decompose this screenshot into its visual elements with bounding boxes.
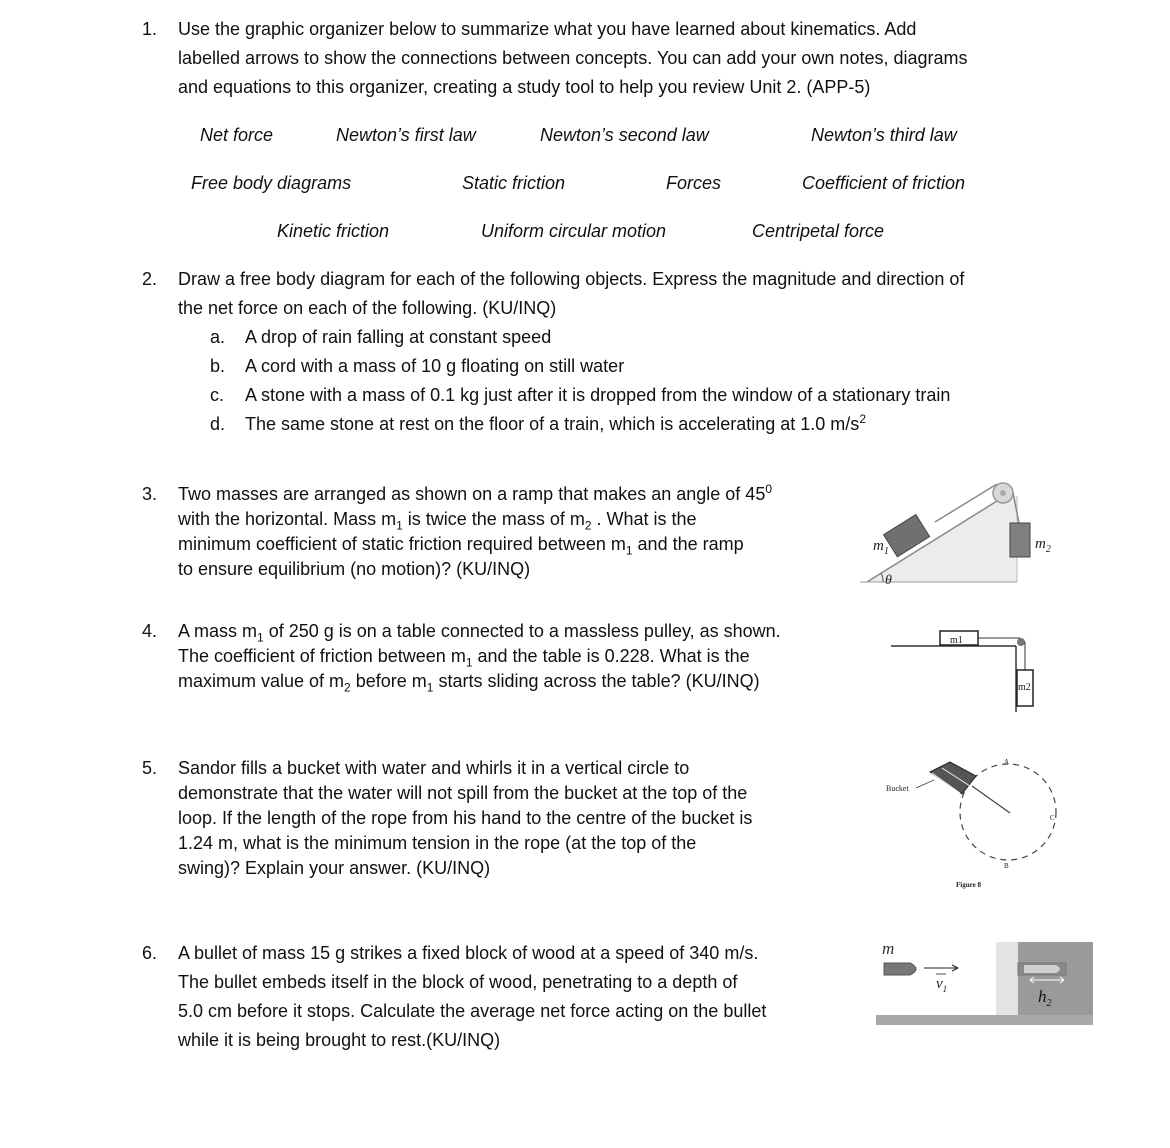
text-line: 1.24 m, what is the minimum tension in the rope (at the top of the bbox=[178, 833, 697, 853]
organizer-term: Coefficient of friction bbox=[802, 173, 966, 193]
figure-caption: Figure 8 bbox=[956, 881, 981, 889]
text-line: A bullet of mass 15 g strikes a fixed block of wood at a speed of 340 m/s. bbox=[178, 943, 759, 963]
question-text bbox=[178, 15, 968, 102]
pulley-axle bbox=[1000, 490, 1006, 496]
text-line: Draw a free body diagram for each of the following objects. Express the magnitude and direction of bbox=[178, 269, 965, 289]
organizer-term: Newton’s first law bbox=[336, 125, 476, 145]
pulley bbox=[1017, 638, 1025, 646]
text-line: loop. If the length of the rope from his hand to the centre of the bucket is bbox=[178, 808, 753, 828]
label-m2: $m_2$ bbox=[1035, 536, 1051, 555]
text-line: 5.0 cm before it stops. Calculate the average net force acting on the bullet bbox=[178, 1001, 767, 1021]
block-m2 bbox=[1010, 523, 1030, 557]
text-line: The bullet embeds itself in the block of wood, penetrating to a depth of bbox=[178, 972, 738, 992]
bullet-block-figure bbox=[872, 938, 1097, 1028]
label-c: C bbox=[1050, 814, 1055, 822]
embedded-bullet bbox=[1024, 965, 1060, 973]
text-line: demonstrate that the water will not spill from the bucket at the top of the bbox=[178, 783, 748, 803]
question-number: 3. bbox=[142, 484, 158, 504]
question-number: 1. bbox=[142, 19, 158, 39]
label-bucket: Bucket bbox=[886, 784, 909, 793]
question-number: 2. bbox=[142, 269, 158, 289]
question-text bbox=[178, 939, 766, 1055]
organizer-term: Forces bbox=[666, 173, 722, 193]
text-line: the net force on each of the following. (KU/INQ) bbox=[178, 298, 557, 318]
organizer-term: Newton’s third law bbox=[811, 125, 957, 145]
text-line: A mass $m_1$ of 250 g is on a table connected to a massless pulley, as shown. bbox=[178, 621, 781, 645]
text-line: to ensure equilibrium (no motion)? (KU/INQ) bbox=[178, 559, 531, 579]
question-text bbox=[178, 265, 964, 323]
ramp-pulley-figure bbox=[855, 478, 1065, 590]
organizer-term: Centripetal force bbox=[752, 221, 885, 241]
question-number: 5. bbox=[142, 758, 158, 778]
question-text bbox=[178, 482, 772, 582]
bucket-icon bbox=[930, 762, 976, 794]
organizer-term: Newton’s second law bbox=[540, 125, 709, 145]
label-m1: m1 bbox=[950, 635, 963, 646]
organizer-term: Net force bbox=[200, 125, 274, 145]
organizer-term: Kinetic friction bbox=[277, 221, 390, 241]
text-line: swing)? Explain your answer. (KU/INQ) bbox=[178, 858, 491, 878]
text-line: with the horizontal. Mass $m_1$ is twice the mass of $m_2$ . What is the bbox=[178, 509, 697, 533]
question-number: 6. bbox=[142, 943, 158, 963]
question-text bbox=[178, 619, 781, 694]
label-h2: $h_2$ bbox=[1038, 987, 1052, 1009]
text-line: maximum value of $m_2$ before $m_1$ starts sliding across the table? (KU/INQ) bbox=[178, 671, 760, 695]
text-line: Sandor fills a bucket with water and whirls it in a vertical circle to bbox=[178, 758, 690, 778]
rope-line bbox=[972, 786, 1010, 813]
label-m2: m2 bbox=[1018, 682, 1031, 693]
vertical-circle-figure bbox=[880, 756, 1060, 896]
organizer-term: Static friction bbox=[462, 173, 566, 193]
question-number: 4. bbox=[142, 621, 158, 641]
organizer-term: Free body diagrams bbox=[191, 173, 352, 193]
label-v1: $v_1$ bbox=[936, 976, 948, 994]
text-line: minimum coefficient of static friction required between $m_1$ and the ramp bbox=[178, 534, 744, 558]
bullet bbox=[884, 963, 916, 975]
text-line: while it is being brought to rest.(KU/INQ) bbox=[178, 1030, 501, 1050]
question-text bbox=[178, 756, 752, 881]
text-line: labelled arrows to show the connections between concepts. You can add your own notes, diagrams bbox=[178, 48, 968, 68]
bucket-pointer bbox=[916, 780, 934, 788]
text-line: Use the graphic organizer below to summarize what you have learned about kinematics. Add bbox=[178, 19, 917, 39]
ground-strip bbox=[876, 1015, 1093, 1025]
label-theta: θ bbox=[885, 573, 892, 588]
label-a: A bbox=[1004, 758, 1010, 766]
label-m1: $m_1$ bbox=[873, 538, 889, 557]
table-pulley-figure bbox=[888, 624, 1048, 714]
organizer-term: Uniform circular motion bbox=[481, 221, 667, 241]
text-line: Two masses are arranged as shown on a ramp that makes an angle of $45^0$ bbox=[178, 482, 773, 504]
text-line: and equations to this organizer, creating a study tool to help you review Unit 2. (APP-5) bbox=[178, 77, 871, 97]
block-edge bbox=[996, 942, 1018, 1015]
text-line: The coefficient of friction between $m_1$ and the table is 0.228. What is the bbox=[178, 646, 750, 670]
label-b: B bbox=[1004, 862, 1009, 870]
label-m: m bbox=[882, 939, 895, 958]
